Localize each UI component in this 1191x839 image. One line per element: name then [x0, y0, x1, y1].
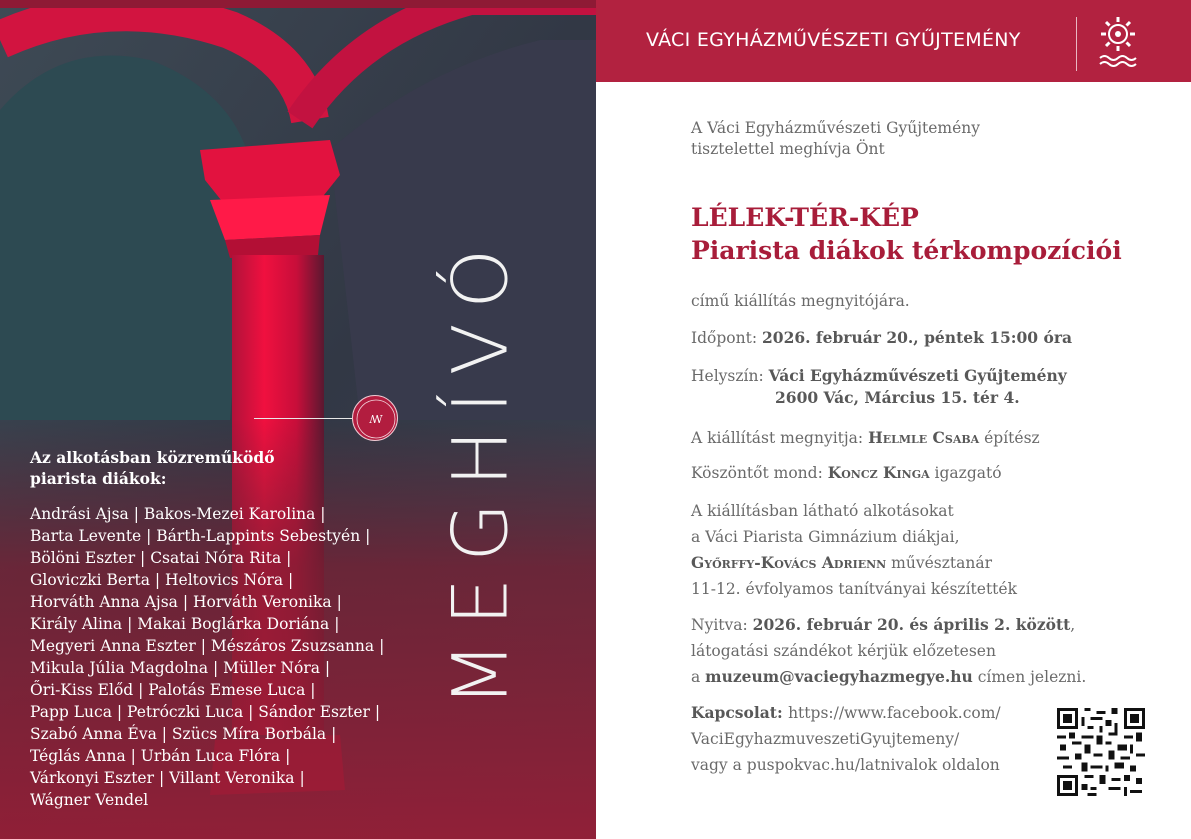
- exhibition-title: LÉLEK-TÉR-KÉP Piarista diákok térkompozíciói: [691, 203, 1122, 265]
- list-item: Barta Levente | Bárth-Lappints Sebestyén |: [30, 527, 371, 545]
- list-item: Gloviczki Berta | Heltovics Nóra |: [30, 571, 294, 589]
- header-banner: [596, 0, 1191, 82]
- contributors-list: [30, 503, 410, 811]
- works-block: A kiállításban látható alkotásokat a Váci Piarista Gimnázium diákjai, Győrffy-Kovács Adrienn művésztanár 11-12. évfolyamos tanítványai készítették: [691, 502, 1017, 598]
- opening-hours-block: Nyitva: 2026. február 20. és április 2. között, látogatási szándékot kérjük előzetesen a muzeum@vaciegyhazmegye.hu címen jelezni.: [691, 615, 1087, 686]
- facebook-link[interactable]: https://www.facebook.com/: [788, 704, 1001, 722]
- subtitle: című kiállítás megnyitójára.: [691, 292, 910, 310]
- list-item: Horváth Anna Ajsa | Horváth Veronika |: [30, 593, 342, 611]
- list-item: Várkonyi Eszter | Villant Veronika |: [30, 769, 305, 787]
- artwork-panel: ꟿ MEGHÍVÓ Az alkotásban közreműködő piarista diákok: Andrási Ajsa | Bakos-Mezei Karolina | Barta Levente | Bárth-Lappints Sebestyén | Bölöni Eszter | Csatai Nóra Rita | Gloviczki Berta | Heltovics Nóra | Horváth Anna Ajsa | Horváth Veronika | Király Alina | Makai Boglárka Doriána | Megyeri Anna Eszter | Mészáros Zsuzsanna | Mikula Júlia Magdolna | Müller Nóra | Őri-Kiss Előd | Palotás Emese Luca | Papp Luca | Petróczki Luca | Sándor Eszter | Szabó Anna Éva | Szücs Míra Borbála | Téglás Anna | Urbán Luca Flóra | Várkonyi Eszter | Villant Veronika | Wágner Vendel: [0, 0, 596, 839]
- list-item: Wágner Vendel: [30, 791, 149, 809]
- museum-logo-icon: [1094, 14, 1142, 72]
- list-item: Papp Luca | Petróczki Luca | Sándor Eszter |: [30, 703, 381, 721]
- website-link[interactable]: vagy a puspokvac.hu/latnivalok oldalon: [691, 756, 1000, 774]
- list-item: Szabó Anna Éva | Szücs Míra Borbála |: [30, 725, 337, 743]
- list-item: Őri-Kiss Előd | Palotás Emese Luca |: [30, 681, 316, 699]
- contributors-heading: Az alkotásban közreműködő piarista diákok:: [30, 448, 275, 488]
- school-emblem-icon: [352, 395, 398, 441]
- list-item: Andrási Ajsa | Bakos-Mezei Karolina |: [30, 505, 326, 523]
- svg-text:ꟿ: ꟿ: [369, 413, 383, 426]
- opener-line: A kiállítást megnyitja: Helmle Csaba építész: [691, 428, 1040, 447]
- header-divider: [1076, 17, 1077, 71]
- intro: A Váci Egyházművészeti Gyűjtemény tisztelettel meghívja Önt: [691, 119, 981, 158]
- time-line: Időpont: 2026. február 20., péntek 15:00 óra: [691, 328, 1073, 347]
- place-line: Helyszín: Váci Egyházművészeti Gyűjtemény 2600 Vác, Március 15. tér 4.: [691, 366, 1067, 407]
- facebook-link-cont[interactable]: VaciEgyhazmuveszetiGyujtemeny/: [691, 730, 960, 748]
- list-item: Téglás Anna | Urbán Luca Flóra |: [30, 747, 291, 765]
- list-item: Bölöni Eszter | Csatai Nóra Rita |: [30, 549, 292, 567]
- header-title: VÁCI EGYHÁZMŰVÉSZETI GYŰJTEMÉNY: [646, 29, 1021, 51]
- contact-block: Kapcsolat: https://www.facebook.com/ VaciEgyhazmuveszetiGyujtemeny/ vagy a puspokvac.hu/latnivalok oldalon: [691, 700, 1001, 778]
- list-item: Megyeri Anna Eszter | Mészáros Zsuzsanna |: [30, 637, 385, 655]
- divider-line: [254, 418, 352, 419]
- email-link[interactable]: muzeum@vaciegyhazmegye.hu: [705, 667, 973, 686]
- list-item: Mikula Júlia Magdolna | Müller Nóra |: [30, 659, 331, 677]
- list-item: Király Alina | Makai Boglárka Doriána |: [30, 615, 340, 633]
- greeter-line: Köszöntőt mond: Koncz Kinga igazgató: [691, 463, 1002, 482]
- contributors-block: [30, 447, 410, 811]
- qr-code-icon[interactable]: [1057, 708, 1145, 796]
